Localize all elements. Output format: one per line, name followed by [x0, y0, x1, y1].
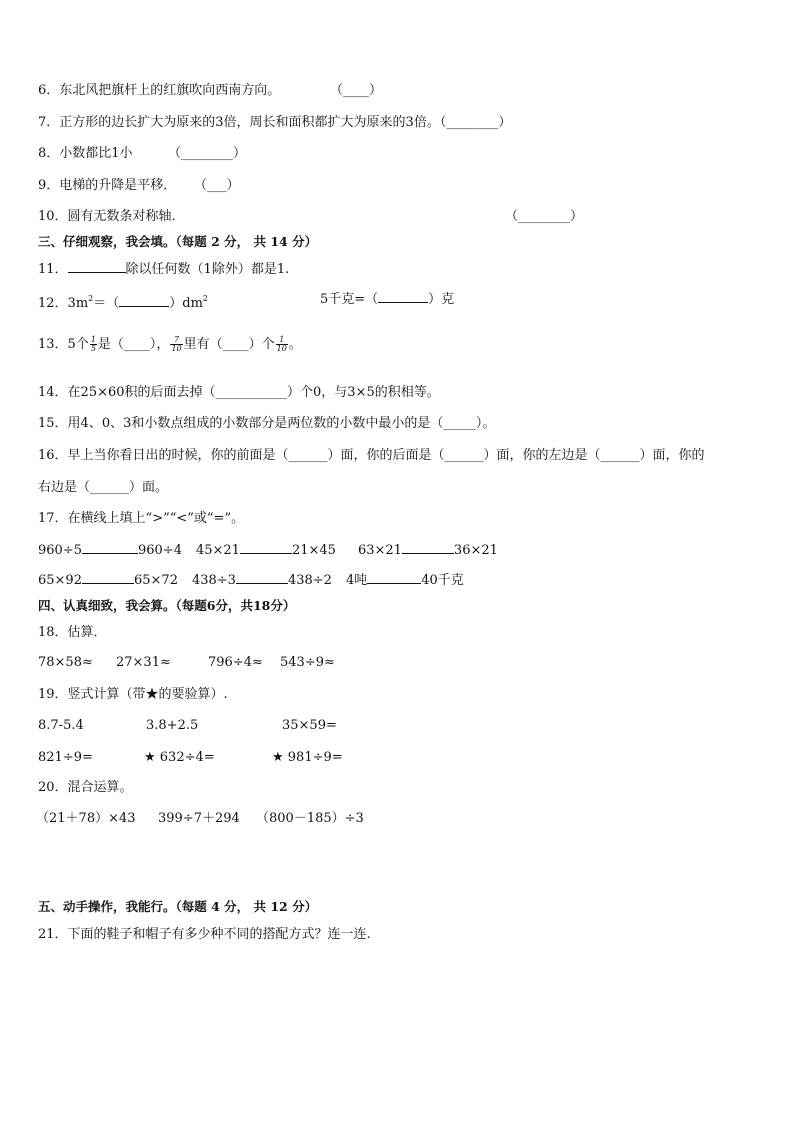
vertical-calc-item: 35×59= [282, 718, 337, 733]
question-12-answer-blank-1[interactable] [119, 294, 169, 307]
vertical-calc-item: 8.7-5.4 [38, 718, 84, 733]
expr: 21×45 [291, 543, 336, 558]
question-8: 8．小数都比1小 [38, 146, 133, 161]
numerator: 1 [276, 336, 288, 345]
question-17-title: 17．在横线上填上“>”“<”或“=”。 [38, 511, 245, 526]
question-8-answer-blank[interactable]: （________） [168, 146, 247, 161]
compare-blank[interactable] [82, 571, 134, 584]
question-21: 21．下面的鞋子和帽子有多少种不同的搭配方式？连一连. [38, 927, 371, 942]
question-10: 10．圆有无数条对称轴． [38, 209, 185, 224]
superscript: 2 [88, 294, 94, 303]
question-12-left [38, 290, 208, 313]
question-20-title: 20．混合运算。 [38, 780, 133, 795]
question-14: 14．在25×60积的后面去掉（___________）个0，与3×5的积相等。 [38, 385, 440, 400]
mixed-calc-item: （800－185）÷3 [256, 811, 364, 826]
numerator: 7 [170, 336, 182, 345]
section-5-title: 五、动手操作，我能行。（每题 4 分， 共 12 分） [38, 899, 318, 914]
compare-blank[interactable] [82, 541, 138, 554]
section-4-title: 四、认真细致，我会算。（每题6分，共18分） [38, 598, 296, 613]
denominator: 10 [276, 344, 287, 353]
question-9: 9．电梯的升降是平移． [38, 178, 177, 193]
fraction-1-10 [276, 336, 288, 353]
estimate-item: 543÷9≈ [280, 655, 335, 670]
question-11-answer-blank[interactable] [68, 260, 126, 273]
question-13 [38, 336, 302, 354]
question-16-line-1: 16．早上当你看日出的时候，你的前面是（______）面，你的后面是（______）面，你的左边是（______）面，你的 [38, 448, 705, 463]
estimate-item: 27×31≈ [116, 655, 171, 670]
question-11-text: 除以任何数（1除外）都是1. [125, 262, 290, 277]
superscript: 2 [202, 294, 208, 303]
expr: 40千克 [421, 573, 464, 588]
question-11-number: 11． [38, 262, 68, 277]
question-6-text: 6．东北风把旗杆上的红旗吹向西南方向。 [38, 83, 281, 98]
question-12-text-b: ＝（ [93, 296, 120, 311]
expr: 63×21 [357, 543, 402, 558]
expr: 65×72 [133, 573, 178, 588]
expr: 960÷4 [137, 543, 182, 558]
question-17-row-2 [38, 571, 464, 590]
expr: 45×21 [195, 543, 240, 558]
question-15: 15．用4、0、3和小数点组成的小数部分是两位数的小数中最小的是（_____）。 [38, 416, 496, 431]
expr: 438÷2 [287, 573, 332, 588]
question-12-answer-blank-2[interactable] [378, 290, 428, 303]
question-18-title: 18．估算． [38, 625, 107, 640]
question-7: 7．正方形的边长扩大为原来的3倍，周长和面积都扩大为原来的3倍。（________） [38, 115, 512, 130]
compare-blank[interactable] [402, 541, 454, 554]
question-13-text-c: 里有（____）个 [183, 337, 275, 352]
question-6-answer-blank[interactable]: （____） [330, 83, 383, 98]
expr: 4吨 [345, 573, 368, 588]
mixed-calc-item: （21＋78）×43 [36, 811, 136, 826]
compare-blank[interactable] [367, 571, 421, 584]
expr: 960÷5 [38, 543, 82, 558]
fraction-7-10 [170, 336, 182, 353]
section-3-title: 三、仔细观察，我会填。（每题 2 分， 共 14 分） [38, 234, 318, 249]
vertical-calc-item: 821÷9= [38, 750, 93, 765]
question-19-title: 19．竖式计算（带★的要验算）. [38, 687, 228, 702]
question-6 [38, 82, 280, 100]
vertical-calc-item: ★ 981÷9= [272, 750, 343, 765]
question-9-answer-blank[interactable]: （___） [194, 178, 240, 193]
denominator: 5 [90, 344, 96, 353]
question-12-right [320, 290, 454, 309]
question-12-text-d: 5千克=（ [320, 292, 379, 307]
vertical-calc-item: 3.8+2.5 [146, 718, 199, 733]
mixed-calc-item: 399÷7＋294 [158, 811, 240, 826]
expr: 36×21 [453, 543, 498, 558]
question-12-text-e: ）克 [428, 292, 455, 307]
expr: 438÷3 [191, 573, 236, 588]
question-16-line-2: 右边是（______）面。 [38, 480, 169, 495]
denominator: 10 [171, 344, 182, 353]
numerator: 1 [90, 335, 96, 344]
estimate-item: 796÷4≈ [208, 655, 263, 670]
question-11 [38, 260, 289, 279]
question-12-text-c: ）dm [169, 296, 203, 311]
question-13-text-b: 是（____）， [97, 337, 170, 352]
question-17-row-1 [38, 541, 498, 560]
fraction-1-5 [90, 336, 97, 353]
expr: 65×92 [38, 573, 82, 588]
vertical-calc-item: ★ 632÷4= [144, 750, 215, 765]
estimate-item: 78×58≈ [38, 655, 93, 670]
compare-blank[interactable] [236, 571, 288, 584]
question-10-answer-blank[interactable]: （________） [505, 209, 584, 224]
question-13-text-d: 。 [288, 337, 302, 352]
question-13-text-a: 13．5个 [38, 337, 89, 352]
question-12-text-a: 12．3m [38, 296, 89, 311]
compare-blank[interactable] [240, 541, 292, 554]
